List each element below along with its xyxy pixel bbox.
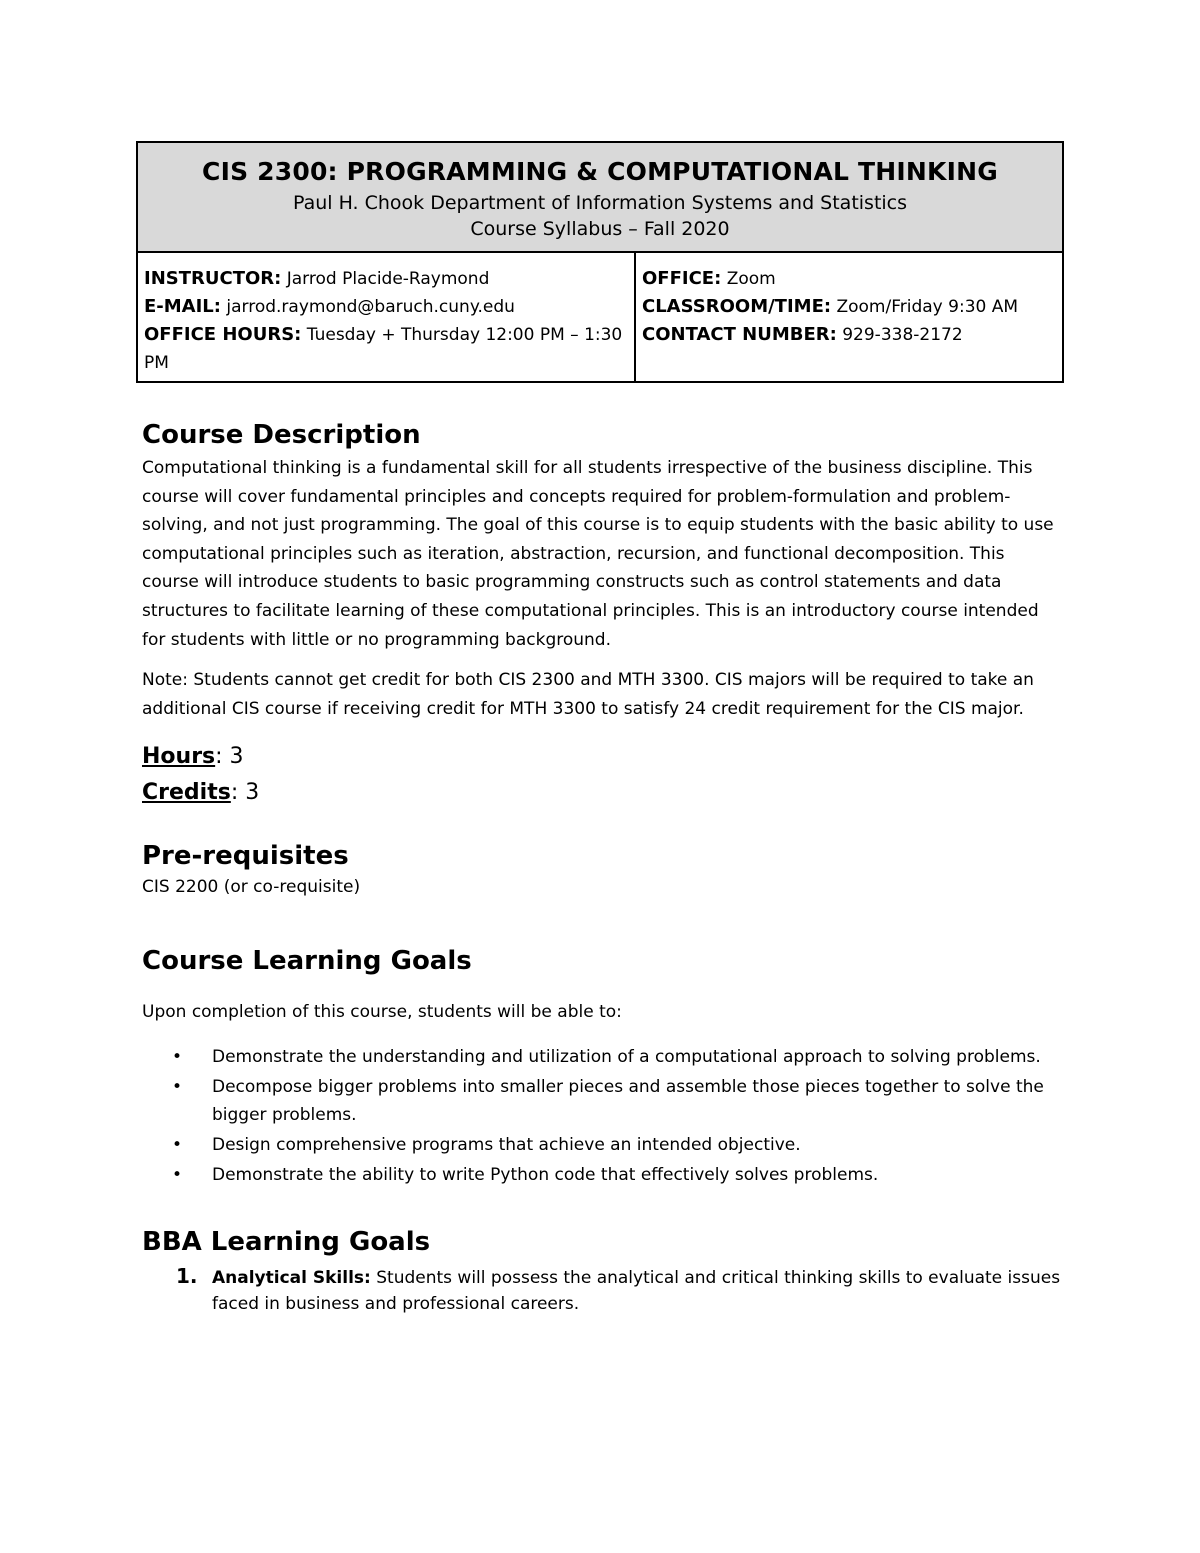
bullet-icon: • (172, 1076, 183, 1097)
credits-line: Credits: 3 (142, 780, 260, 806)
contact-label: CONTACT NUMBER (642, 324, 830, 345)
list-item: • Decompose bigger problems into smaller pieces and assemble those pieces together to solve the bigger problems. (142, 1073, 1062, 1129)
course-title-cell (138, 143, 1062, 253)
contact-value: 929-338-2172 (842, 325, 963, 345)
office-hours-value: Tuesday + Thursday 12:00 PM – 1:30 PM (144, 325, 623, 373)
prerequisites-text: CIS 2200 (or co-requisite) (142, 877, 361, 898)
office-info-cell (636, 253, 1062, 381)
office-hours-label: OFFICE HOURS (144, 324, 295, 345)
department-name: Paul H. Chook Department of Information Systems and Statistics (292, 192, 908, 214)
classroom-row: CLASSROOM/TIME: Zoom/Friday 9:30 AM (642, 296, 1019, 317)
item-number: 1. (176, 1263, 198, 1288)
bba-goals-list (142, 1265, 1062, 1317)
bba-goal-text: Students will possess the analytical and critical thinking skills to evaluate issues faced in business and professional careers. (212, 1267, 1061, 1314)
email-row: E-MAIL: jarrod.raymond@baruch.cuny.edu (144, 296, 515, 317)
course-note: Note: Students cannot get credit for both CIS 2300 and MTH 3300. CIS majors will be required to take an additional CIS course if receiving credit for MTH 3300 to satisfy 24 credit requirement for the CIS major. (142, 670, 1034, 719)
office-row: OFFICE: Zoom (642, 268, 776, 289)
credits-label: Credits (142, 780, 231, 806)
list-item (142, 1265, 1062, 1317)
office-hours-row: OFFICE HOURS: Tuesday + Thursday 12:00 PM – 1:30 PM (144, 324, 623, 373)
course-description-text: Computational thinking is a fundamental skill for all students irrespective of the business discipline. This course will cover fundamental principles and concepts required for problem-formulation and problem-solving, and not just programming. The goal of this course is to equip students with the basic ability to use computational principles such as iteration, abstraction, recursion, and functional decomposition. This course will introduce students to basic programming constructs such as control statements and data structures to facilitate learning of these computational principles. This is an introductory course intended for students with little or no programming background. (142, 458, 1054, 650)
hours-value: 3 (229, 744, 244, 770)
instructor-label: INSTRUCTOR (144, 268, 275, 289)
prerequisites-heading: Pre-requisites (142, 841, 349, 872)
instructor-row: INSTRUCTOR: Jarrod Placide-Raymond (144, 268, 490, 289)
bba-goal-title: Analytical Skills: (212, 1267, 371, 1288)
credits-value: 3 (245, 780, 260, 806)
syllabus-body (142, 420, 1062, 1317)
course-description-heading: Course Description (142, 420, 421, 450)
syllabus-term: Course Syllabus – Fall 2020 (470, 218, 730, 240)
bullet-icon: • (172, 1134, 183, 1155)
list-item: • Demonstrate the ability to write Python code that effectively solves problems. (142, 1161, 1062, 1189)
classroom-label: CLASSROOM/TIME (642, 296, 824, 317)
bba-learning-goals-heading: BBA Learning Goals (142, 1226, 431, 1257)
list-item: • Demonstrate the understanding and utilization of a computational approach to solving problems. (142, 1043, 1062, 1071)
contact-row: CONTACT NUMBER: 929-338-2172 (642, 324, 963, 345)
office-value: Zoom (726, 269, 776, 289)
course-learning-goals-heading: Course Learning Goals (142, 945, 472, 976)
learning-goals-list (142, 1043, 1062, 1189)
hours-label: Hours (142, 744, 216, 770)
email-label: E-MAIL (144, 296, 214, 317)
list-item: • Design comprehensive programs that achieve an intended objective. (142, 1131, 1062, 1159)
learning-goals-intro: Upon completion of this course, students will be able to: (142, 1001, 622, 1022)
instructor-info-cell (138, 253, 636, 381)
hours-line: Hours: 3 (142, 744, 244, 770)
bullet-icon: • (172, 1164, 183, 1185)
office-label: OFFICE (642, 268, 715, 289)
instructor-name: Jarrod Placide-Raymond (286, 269, 490, 289)
bullet-icon: • (172, 1046, 183, 1067)
course-header-table (136, 141, 1064, 383)
email-address: jarrod.raymond@baruch.cuny.edu (226, 297, 515, 317)
course-title: CIS 2300: PROGRAMMING & COMPUTATIONAL THINKING (202, 157, 998, 186)
classroom-value: Zoom/Friday 9:30 AM (836, 297, 1019, 317)
